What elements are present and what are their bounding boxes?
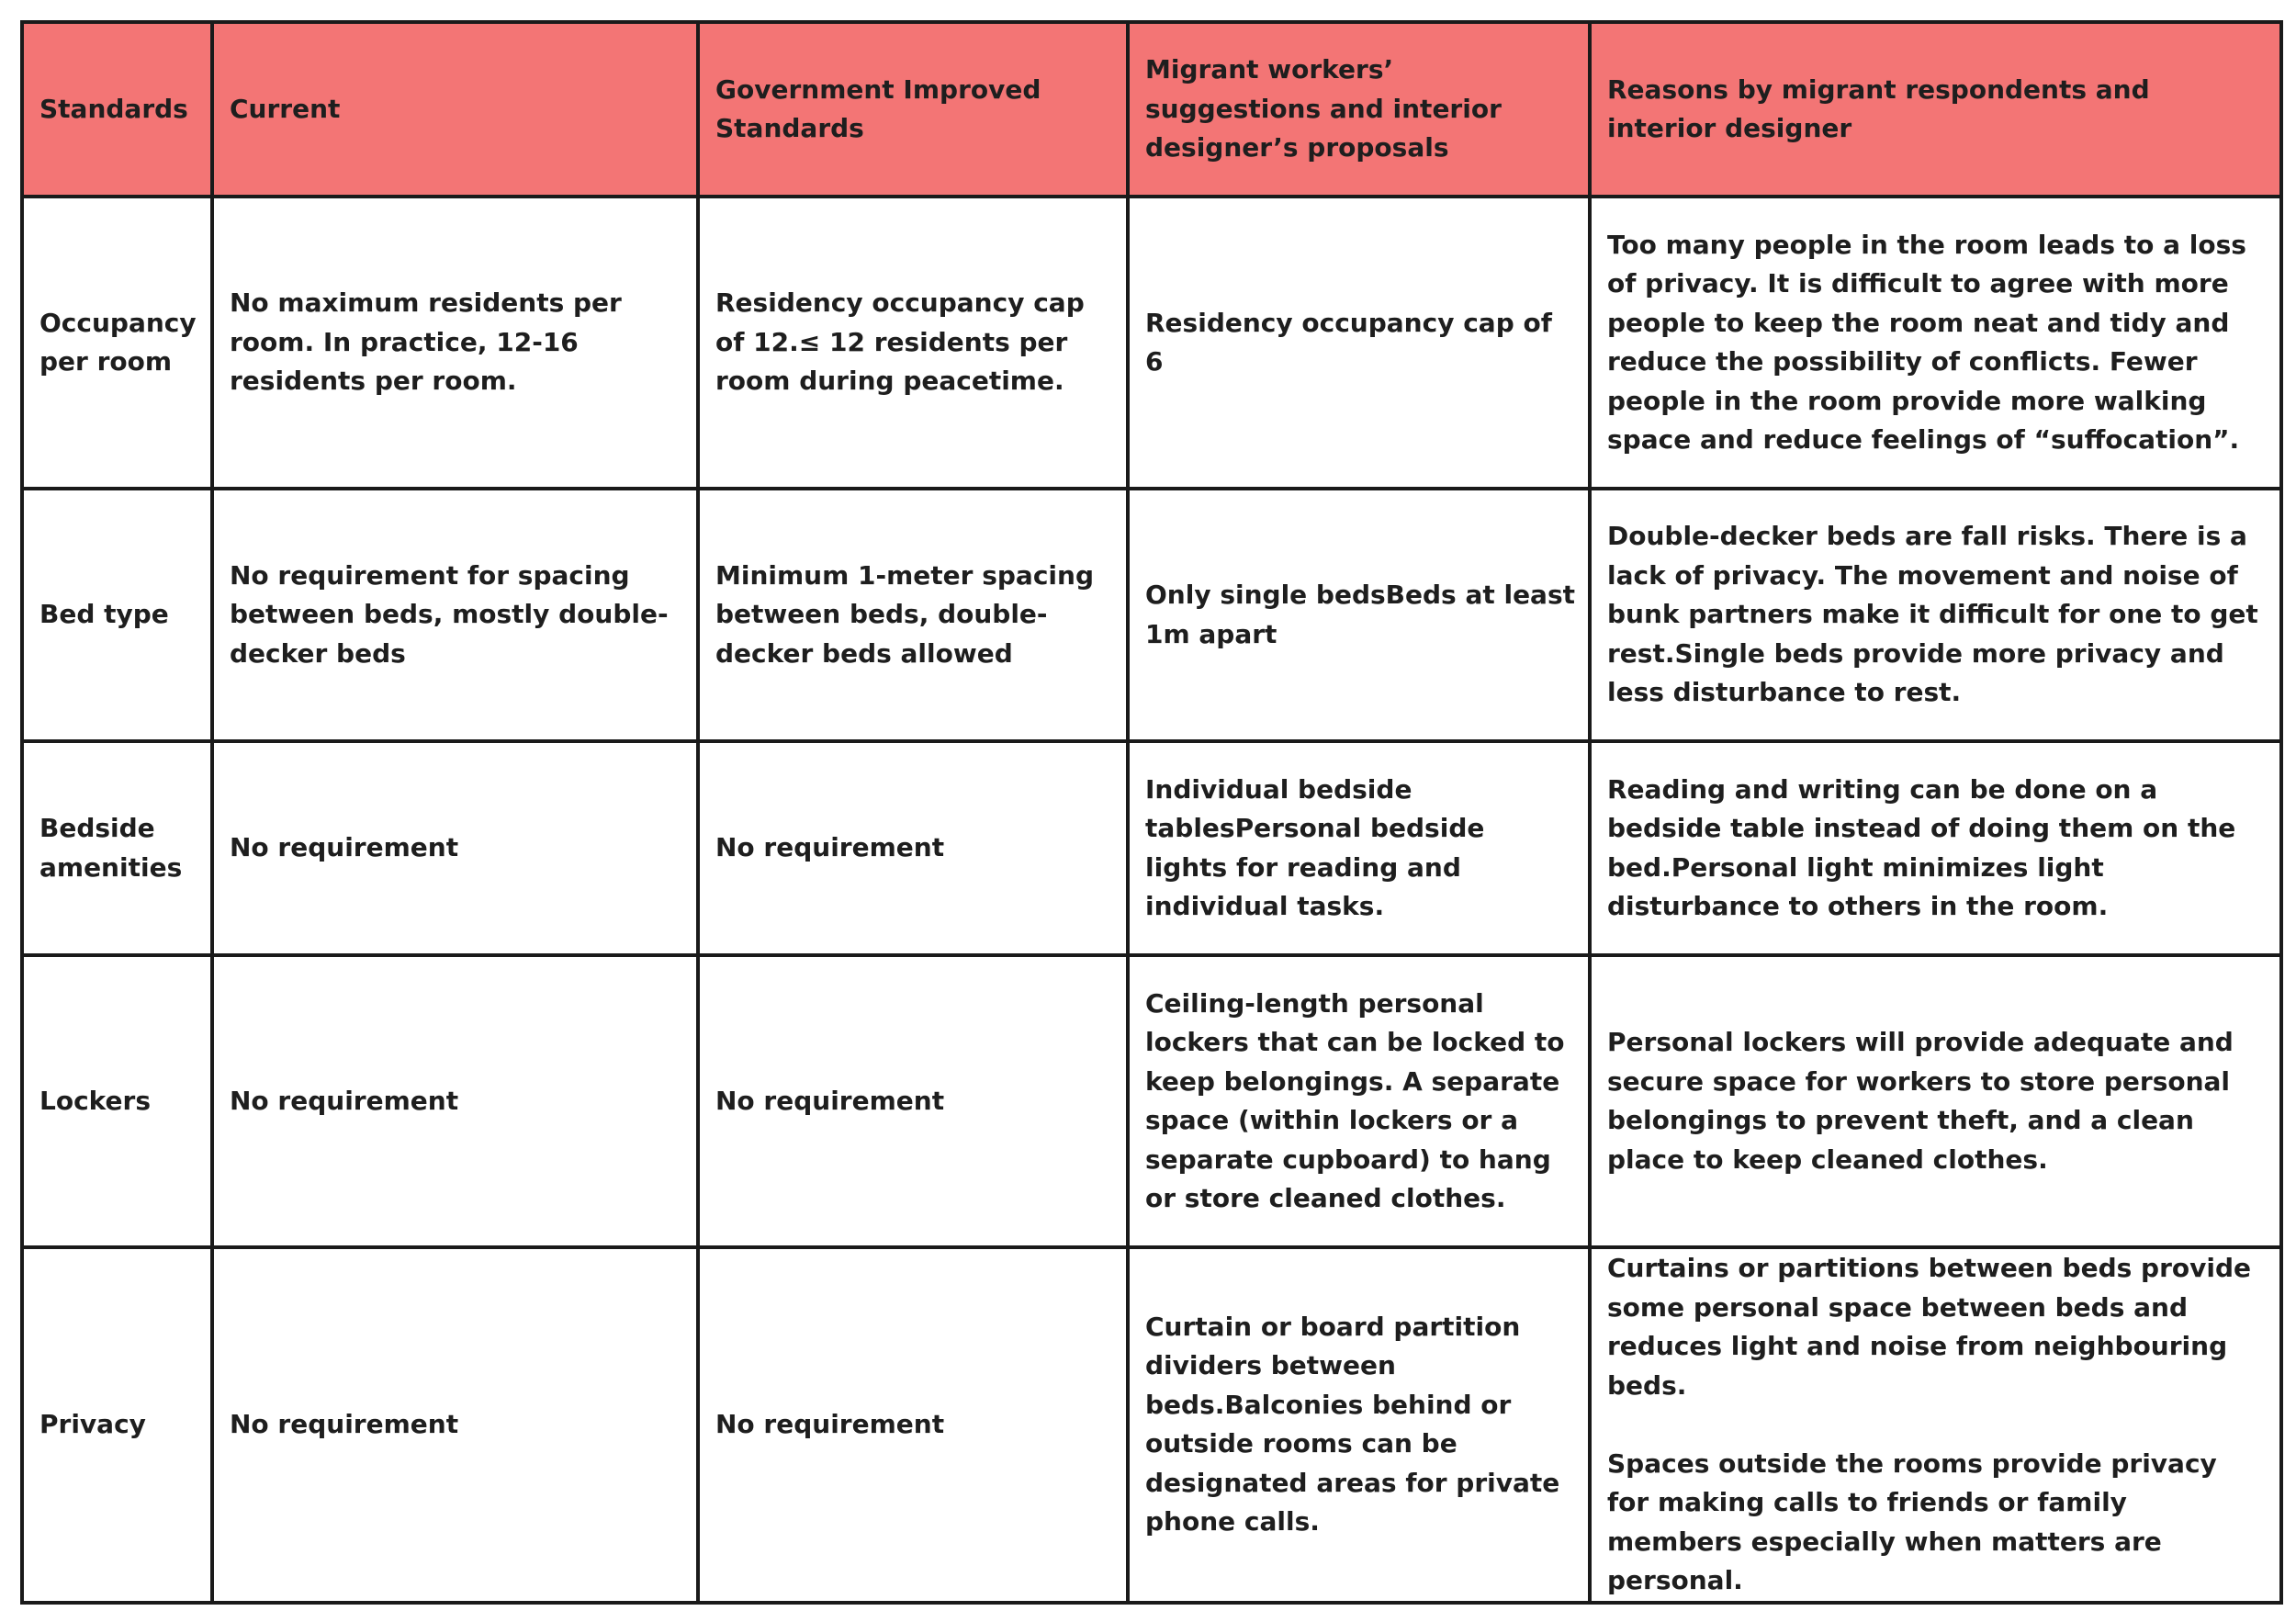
header-current-label: Current	[230, 93, 341, 124]
cell-reason	[1590, 1247, 2281, 1603]
table-row	[22, 955, 2281, 1247]
cell-standard-text: Occupancy per room	[39, 307, 197, 377]
table-header	[22, 22, 2281, 197]
cell-current-text: No requirement	[230, 1085, 459, 1116]
cell-proposal	[1128, 489, 1590, 741]
cell-government	[698, 741, 1128, 955]
cell-government	[698, 197, 1128, 489]
cell-proposal-text: Ceiling-length personal lockers that can be locked to keep belongings. A separate space (within lockers or a separate cupboard) to hang or store cleaned clothes.	[1145, 987, 1565, 1213]
standards-comparison-table	[20, 20, 2283, 1605]
cell-government	[698, 955, 1128, 1247]
cell-standard	[22, 741, 212, 955]
cell-current	[212, 197, 698, 489]
cell-government-text: Minimum 1-meter spacing between beds, double-decker beds allowed	[715, 559, 1095, 669]
cell-current-text: No requirement	[230, 1409, 459, 1439]
header-government	[698, 22, 1128, 197]
table-row	[22, 741, 2281, 955]
cell-reason	[1590, 197, 2281, 489]
cell-standard	[22, 1247, 212, 1603]
header-reasons	[1590, 22, 2281, 197]
cell-government-text: No requirement	[715, 1085, 945, 1116]
cell-current	[212, 741, 698, 955]
cell-proposal-text: Residency occupancy cap of 6	[1145, 307, 1552, 377]
table-body	[22, 197, 2281, 1603]
cell-proposal-text: Individual bedside tablesPersonal bedside lights for reading and individual tasks.	[1145, 773, 1485, 921]
cell-current	[212, 1247, 698, 1603]
cell-standard-text: Bed type	[39, 599, 169, 630]
cell-government	[698, 489, 1128, 741]
cell-reason-text: Double-decker beds are fall risks. There is a lack of privacy. The movement and noise of bunk partners make it difficult for one to get rest.Single beds provide more privacy and less disturbance to rest.	[1607, 521, 2258, 708]
header-standards	[22, 22, 212, 197]
header-proposals-label: Migrant workers’ suggestions and interior designer’s proposals	[1145, 54, 1502, 163]
cell-standard	[22, 955, 212, 1247]
cell-current	[212, 489, 698, 741]
table-row	[22, 489, 2281, 741]
cell-current	[212, 955, 698, 1247]
header-government-label: Government Improved Standards	[715, 73, 1041, 143]
cell-reason-text: Reading and writing can be done on a bedside table instead of doing them on the bed.Personal light minimizes light disturbance to others in the room.	[1607, 773, 2236, 921]
cell-current-text: No requirement	[230, 832, 459, 863]
cell-current-text: No maximum residents per room. In practice, 12-16 residents per room.	[230, 287, 622, 397]
cell-current-text: No requirement for spacing between beds, mostly double-decker beds	[230, 559, 669, 669]
header-row	[22, 22, 2281, 197]
cell-reason-text: Personal lockers will provide adequate and secure space for workers to store personal belongings to prevent theft, and a clean place to keep cleaned clothes.	[1607, 1027, 2234, 1175]
cell-proposal	[1128, 955, 1590, 1247]
cell-standard-text: Privacy	[39, 1409, 146, 1439]
header-current	[212, 22, 698, 197]
cell-proposal	[1128, 741, 1590, 955]
header-reasons-label: Reasons by migrant respondents and interior designer	[1607, 73, 2150, 143]
cell-reason-text: Curtains or partitions between beds provide some personal space between beds and reduces light and noise from neighbouring beds. Spaces outside the rooms provide privacy for making calls to friends or family members especially when matters are personal.	[1607, 1253, 2252, 1595]
table-row	[22, 197, 2281, 489]
table-row	[22, 1247, 2281, 1603]
cell-proposal-text: Only single bedsBeds at least 1m apart	[1145, 580, 1576, 649]
cell-government-text: Residency occupancy cap of 12.≤ 12 residents per room during peacetime.	[715, 287, 1085, 397]
cell-reason	[1590, 955, 2281, 1247]
cell-reason	[1590, 741, 2281, 955]
cell-proposal	[1128, 1247, 1590, 1603]
header-proposals	[1128, 22, 1590, 197]
cell-standard	[22, 489, 212, 741]
cell-government-text: No requirement	[715, 1409, 945, 1439]
cell-government-text: No requirement	[715, 832, 945, 863]
cell-reason	[1590, 489, 2281, 741]
cell-standard-text: Bedside amenities	[39, 813, 183, 883]
cell-proposal-text: Curtain or board partition dividers between beds.Balconies behind or outside rooms can be designated areas for private phone calls.	[1145, 1311, 1560, 1538]
cell-proposal	[1128, 197, 1590, 489]
cell-reason-text: Too many people in the room leads to a loss of privacy. It is difficult to agree with more people to keep the room neat and tidy and reduce the possibility of conflicts. Fewer people in the room provide more walking space and reduce feelings of “suffocation”.	[1607, 229, 2246, 455]
header-standards-label: Standards	[39, 93, 188, 124]
cell-government	[698, 1247, 1128, 1603]
cell-standard	[22, 197, 212, 489]
cell-standard-text: Lockers	[39, 1085, 152, 1116]
